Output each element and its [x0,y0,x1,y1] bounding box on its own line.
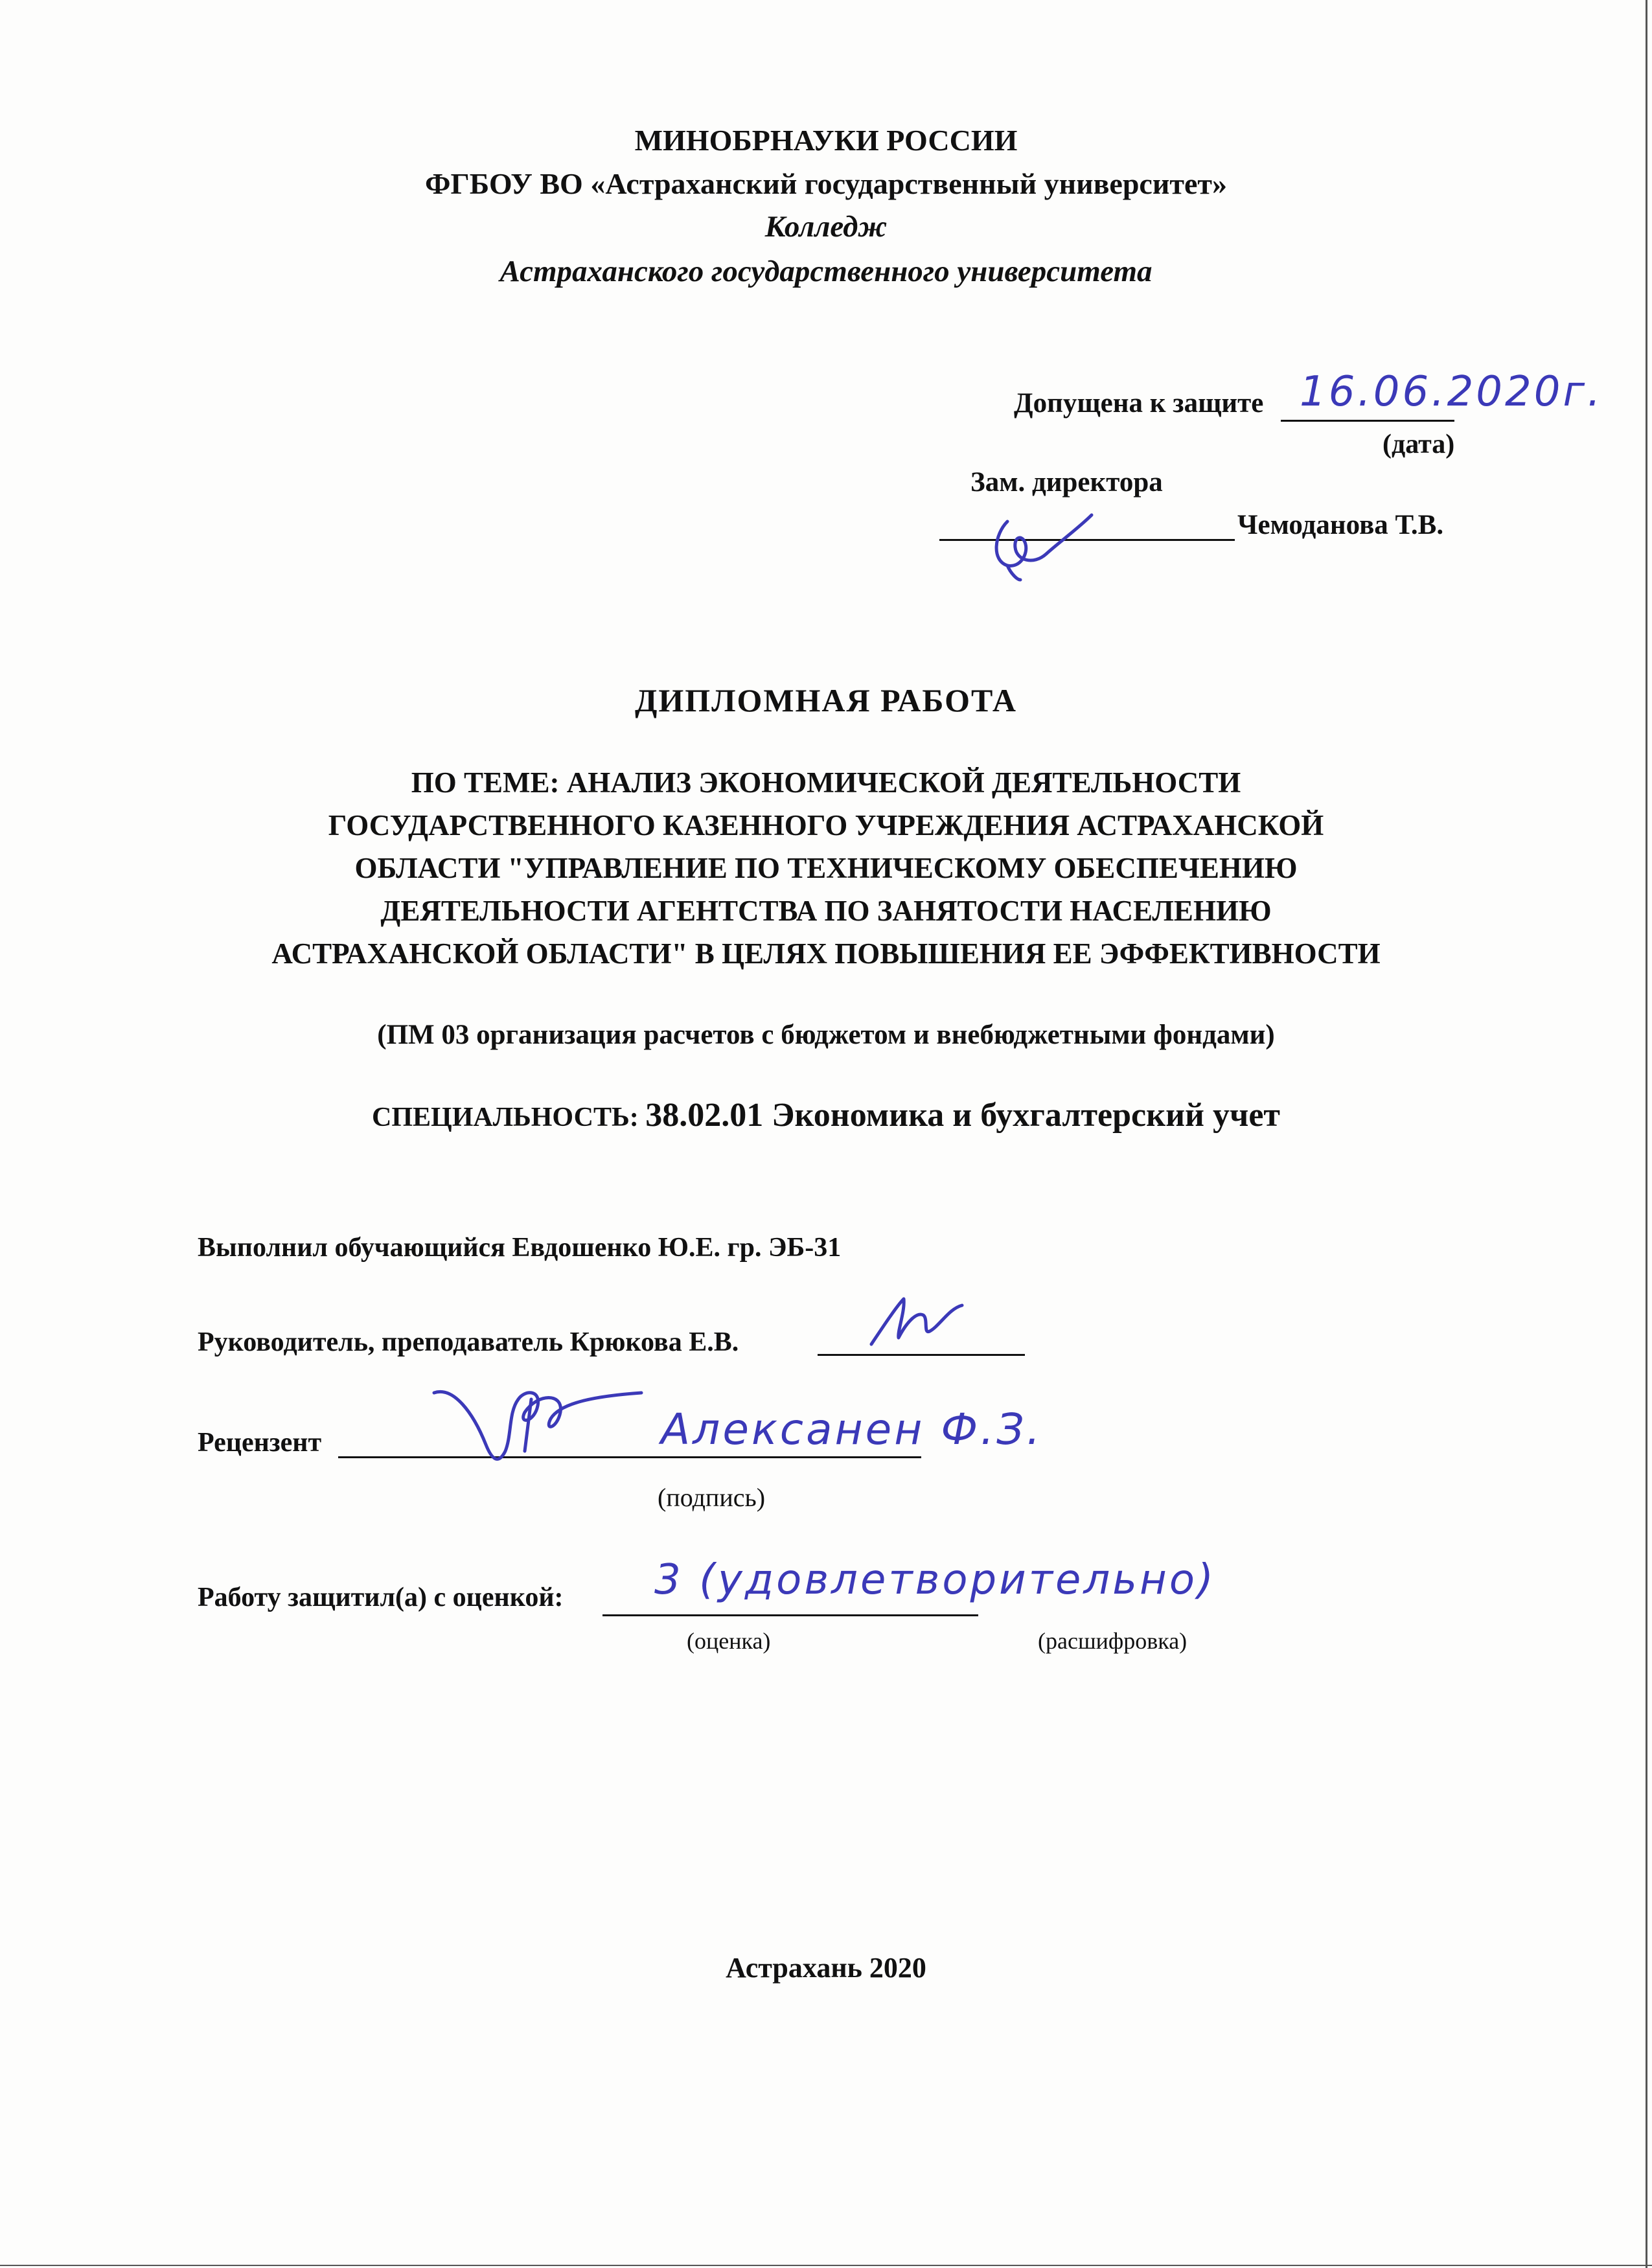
college-name: Колледж [764,210,888,244]
grade-line [602,1614,978,1616]
specialty-label: СПЕЦИАЛЬНОСТЬ: [372,1103,646,1132]
deputy-director-name: Чемоданова Т.В. [1237,510,1444,540]
reviewer-label: Рецензент [198,1428,322,1458]
admission-label: Допущена к защите [1014,388,1264,418]
specialty-line [0,1096,1652,1134]
supervisor-signature [858,1286,975,1357]
topic-line-2: ГОСУДАРСТВЕННОГО КАЗЕННОГО УЧРЕЖДЕНИЯ АСТРАХАНСКОЙ [328,809,1324,842]
deputy-director-label: Зам. директора [970,467,1163,498]
grade-handwritten: 3 (удовлетворительно) [654,1556,1216,1604]
supervisor-line: Руководитель, преподаватель Крюкова Е.В. [198,1327,739,1357]
reviewer-name-handwritten: Алексанен Ф.З. [661,1404,1043,1454]
document-type-heading: ДИПЛОМНАЯ РАБОТА [635,682,1017,718]
deputy-signature [981,489,1124,586]
topic-line-4: ДЕЯТЕЛЬНОСТИ АГЕНТСТВА ПО ЗАНЯТОСТИ НАСЕЛЕНИЮ [380,895,1272,927]
decode-caption: (расшифровка) [1038,1628,1187,1654]
topic-line-3: ОБЛАСТИ "УПРАВЛЕНИЕ ПО ТЕХНИЧЕСКОМУ ОБЕСПЕЧЕНИЮ [354,852,1298,884]
scan-edge-bottom [0,2265,1652,2266]
admission-date-caption: (дата) [1382,430,1455,459]
reviewer-signature [428,1373,648,1477]
defense-label: Работу защитил(а) с оценкой: [198,1583,564,1612]
admission-date-handwritten: 16.06.2020г. [1300,368,1603,416]
city-year: Астрахань 2020 [726,1952,926,1984]
ministry-name: МИНОБРНАУКИ РОССИИ [634,124,1018,157]
signature-caption: (подпись) [658,1483,766,1512]
university-name: ФГБОУ ВО «Астраханский государственный университет» [425,167,1227,200]
college-affiliation: Астраханского государственного университета [499,255,1153,288]
grade-caption: (оценка) [687,1628,771,1654]
topic-line-5: АСТРАХАНСКОЙ ОБЛАСТИ" В ЦЕЛЯХ ПОВЫШЕНИЯ ЕЕ ЭФФЕКТИВНОСТИ [271,937,1381,970]
admission-date-line [1281,420,1454,422]
specialty-value: 38.02.01 Экономика и бухгалтерский учет [645,1097,1280,1134]
student-line: Выполнил обучающийся Евдошенко Ю.Е. гр. ЭБ-31 [198,1233,842,1263]
professional-module: (ПМ 03 организация расчетов с бюджетом и внебюджетными фондами) [377,1020,1275,1050]
topic-line-1: ПО ТЕМЕ: АНАЛИЗ ЭКОНОМИЧЕСКОЙ ДЕЯТЕЛЬНОСТИ [411,766,1241,799]
